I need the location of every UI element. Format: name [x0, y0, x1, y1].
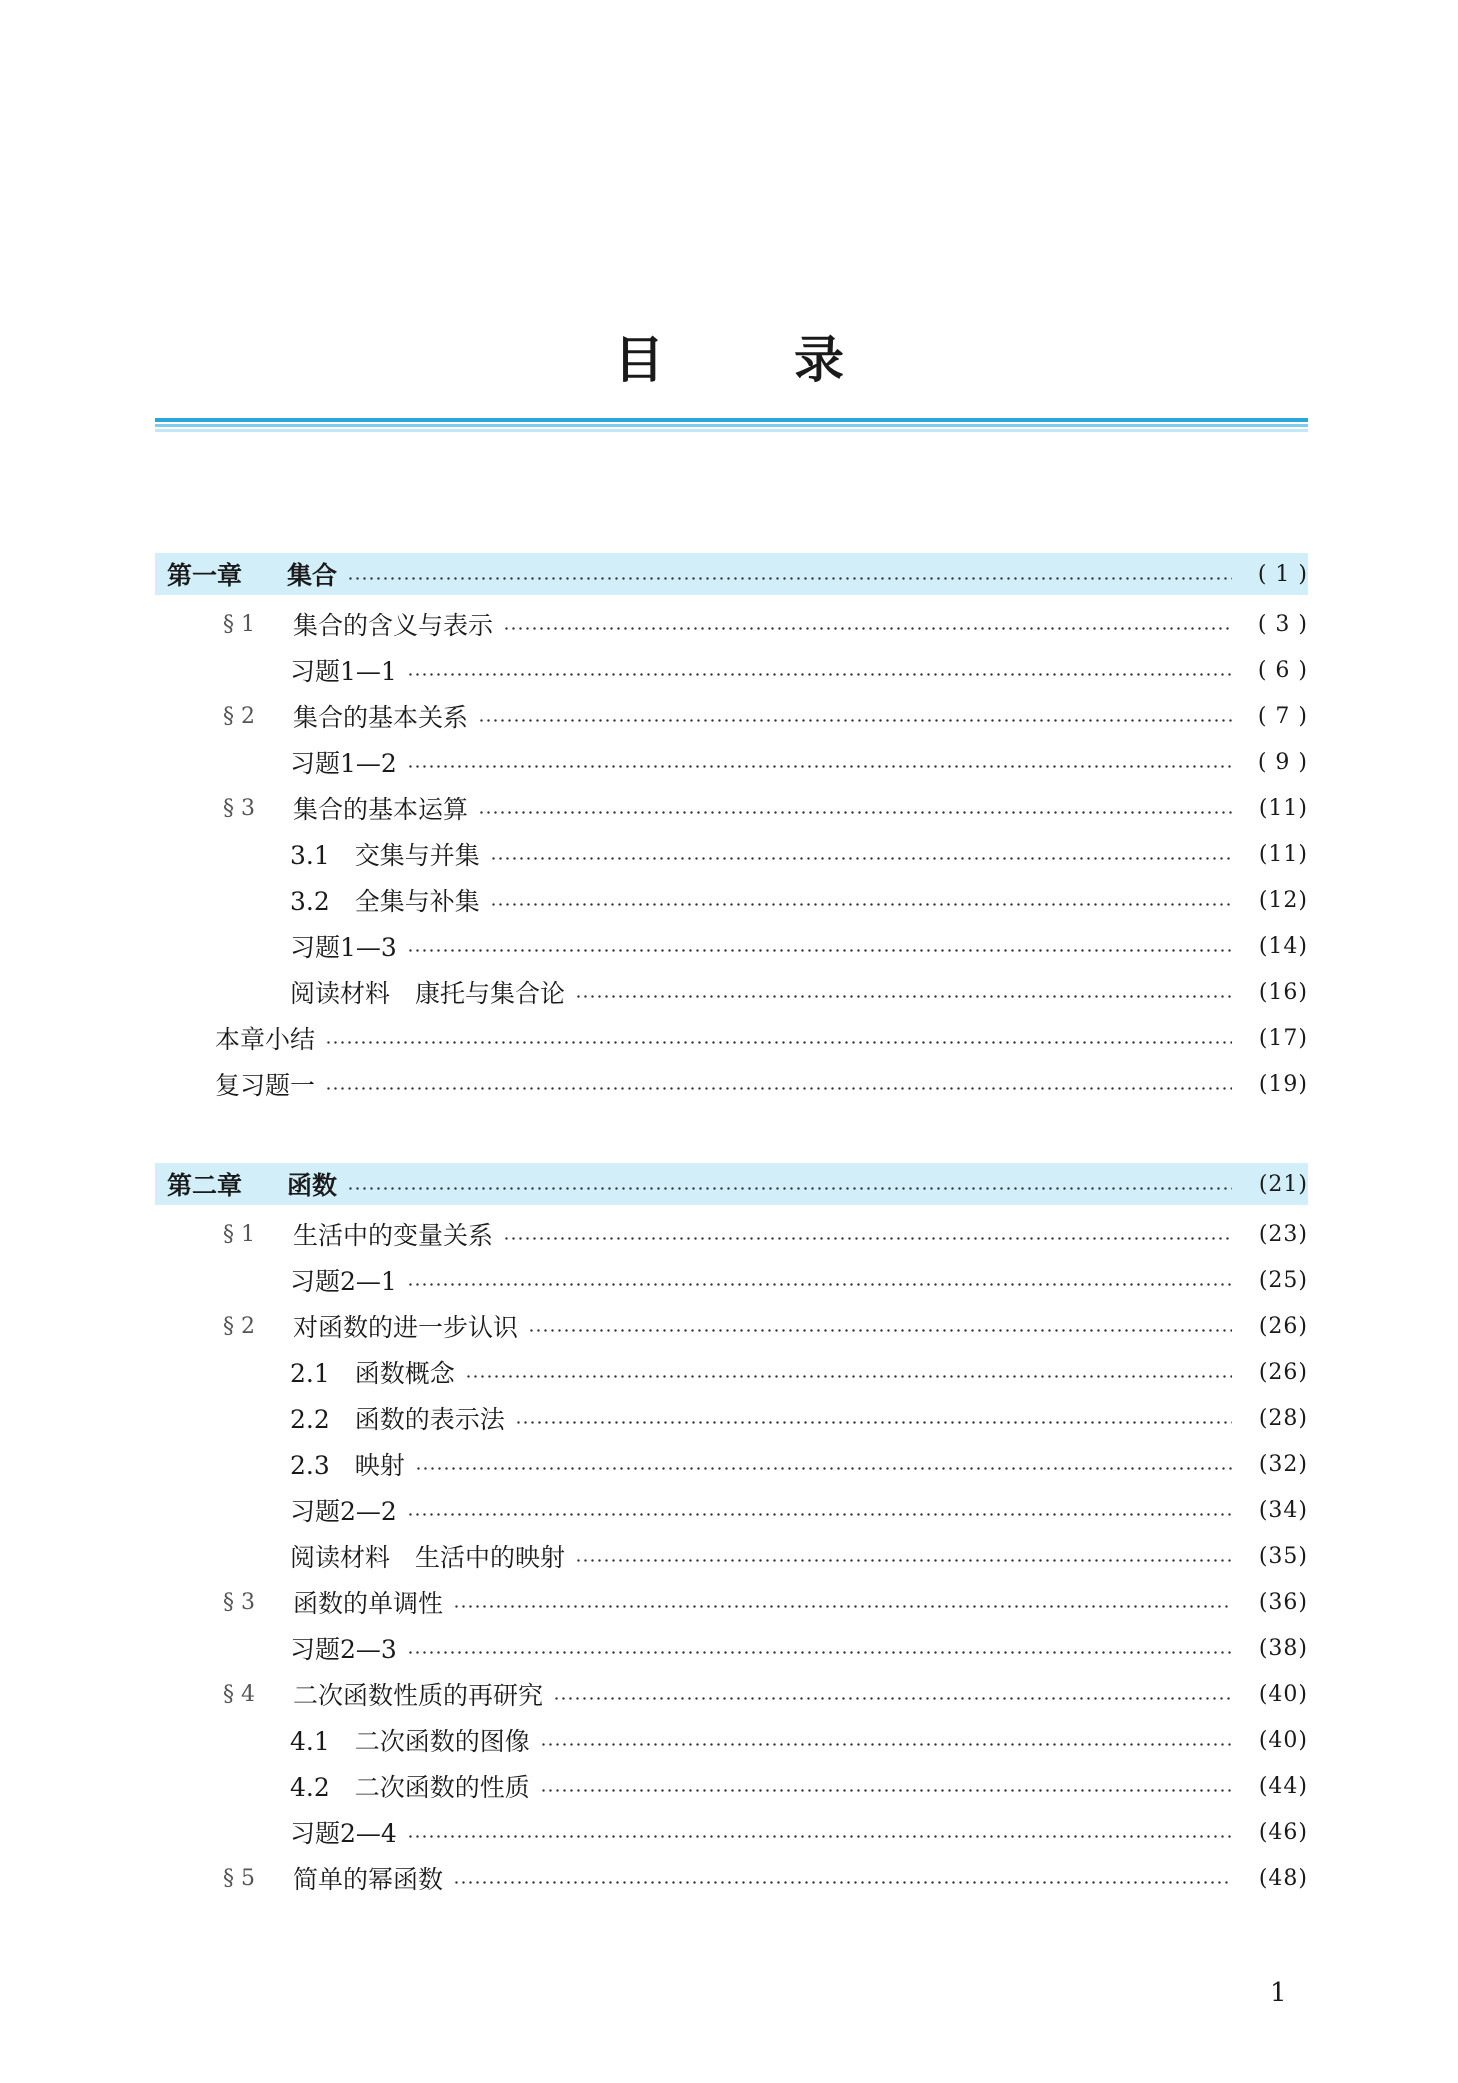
- entry-label: 习题2—1: [290, 1267, 397, 1296]
- entry-page: (44): [1258, 1773, 1308, 1799]
- toc-entry[interactable]: [155, 923, 1308, 969]
- leader-dots: [575, 1559, 1232, 1562]
- page-title: [0, 320, 1458, 392]
- entry-page: (17): [1258, 1025, 1308, 1051]
- toc-entry[interactable]: [155, 1441, 1308, 1487]
- chapter-label: 第二章: [167, 1171, 243, 1200]
- leader-dots: [490, 903, 1232, 906]
- entry-label: 阅读材料 生活中的映射: [290, 1543, 566, 1572]
- leader-dots: [347, 577, 1232, 580]
- chapter-page: (21): [1258, 1171, 1308, 1197]
- leader-dots: [503, 627, 1232, 630]
- leader-dots: [540, 1789, 1232, 1792]
- entry-page: (46): [1258, 1819, 1308, 1845]
- toc-entry[interactable]: [155, 1579, 1308, 1625]
- leader-dots: [407, 1283, 1232, 1286]
- entry-page: (25): [1258, 1267, 1308, 1293]
- entry-label: 习题1—2: [290, 749, 397, 778]
- entry-page: (19): [1258, 1071, 1308, 1097]
- entry-page: (11): [1258, 841, 1308, 867]
- entry-label: 习题2—2: [290, 1497, 397, 1526]
- entry-page: (36): [1258, 1589, 1308, 1615]
- page-title-char-2: 录: [794, 331, 844, 389]
- toc-entry[interactable]: [155, 1763, 1308, 1809]
- leader-dots: [325, 1087, 1232, 1090]
- chapter-row[interactable]: [155, 553, 1308, 595]
- toc-entry[interactable]: [155, 1717, 1308, 1763]
- leader-dots: [515, 1421, 1232, 1424]
- entry-label: 习题1—3: [290, 933, 397, 962]
- entry-label: 本章小结: [215, 1025, 316, 1054]
- leader-dots: [453, 1605, 1232, 1608]
- toc-entry[interactable]: [155, 1487, 1308, 1533]
- leader-dots: [453, 1881, 1232, 1884]
- entry-label: 4.1 二次函数的图像: [290, 1727, 530, 1756]
- section-number: § 3: [223, 1589, 255, 1615]
- section-number: § 5: [223, 1865, 255, 1891]
- section-number: § 4: [223, 1681, 255, 1707]
- entry-page: (11): [1258, 795, 1308, 821]
- entry-page: (26): [1258, 1359, 1308, 1385]
- toc-entry[interactable]: [155, 739, 1308, 785]
- toc-entry[interactable]: [155, 1395, 1308, 1441]
- entry-label: 2.1 函数概念: [290, 1359, 455, 1388]
- leader-dots: [347, 1187, 1232, 1190]
- entry-label: 复习题一: [215, 1071, 316, 1100]
- leader-dots: [478, 719, 1232, 722]
- leader-dots: [465, 1375, 1232, 1378]
- entry-page: ( 9 ): [1257, 749, 1308, 775]
- entry-page: ( 3 ): [1257, 611, 1308, 637]
- leader-dots: [575, 995, 1232, 998]
- entry-page: (34): [1258, 1497, 1308, 1523]
- entry-label: 3.1 交集与并集: [290, 841, 480, 870]
- entry-label: 集合的基本关系: [293, 703, 469, 732]
- page-number: 1: [1270, 1978, 1287, 2008]
- entry-page: (40): [1258, 1681, 1308, 1707]
- chapter-title: 集合: [287, 561, 338, 590]
- entry-label: 函数的单调性: [293, 1589, 444, 1618]
- leader-dots: [407, 765, 1232, 768]
- chapter-row[interactable]: [155, 1163, 1308, 1205]
- section-number: § 2: [223, 1313, 255, 1339]
- entry-page: (23): [1258, 1221, 1308, 1247]
- entry-label: 习题1—1: [290, 657, 397, 686]
- entry-page: (35): [1258, 1543, 1308, 1569]
- toc-entry[interactable]: [155, 647, 1308, 693]
- entry-page: (14): [1258, 933, 1308, 959]
- toc-entry[interactable]: [155, 693, 1308, 739]
- entry-page: (12): [1258, 887, 1308, 913]
- toc-entry[interactable]: [155, 1211, 1308, 1257]
- entry-label: 集合的基本运算: [293, 795, 469, 824]
- toc-entry[interactable]: [155, 601, 1308, 647]
- entry-label: 简单的幂函数: [293, 1865, 444, 1894]
- entry-page: (28): [1258, 1405, 1308, 1431]
- toc-entry[interactable]: [155, 1809, 1308, 1855]
- entry-label: 阅读材料 康托与集合论: [290, 979, 566, 1008]
- toc-entry[interactable]: [155, 1533, 1308, 1579]
- leader-dots: [407, 949, 1232, 952]
- entry-label: 对函数的进一步认识: [293, 1313, 519, 1342]
- entry-label: 二次函数性质的再研究: [293, 1681, 544, 1710]
- section-number: § 1: [223, 611, 255, 637]
- toc-entry[interactable]: [155, 1303, 1308, 1349]
- chapter-title: 函数: [287, 1171, 338, 1200]
- leader-dots: [415, 1467, 1232, 1470]
- entry-page: (40): [1258, 1727, 1308, 1753]
- leader-dots: [503, 1237, 1232, 1240]
- leader-dots: [325, 1041, 1232, 1044]
- entry-page: (16): [1258, 979, 1308, 1005]
- section-number: § 1: [223, 1221, 255, 1247]
- entry-label: 习题2—4: [290, 1819, 397, 1848]
- entry-page: (26): [1258, 1313, 1308, 1339]
- entry-label: 2.3 映射: [290, 1451, 405, 1480]
- entry-page: ( 6 ): [1257, 657, 1308, 683]
- toc-entry[interactable]: [155, 877, 1308, 923]
- entry-page: ( 7 ): [1257, 703, 1308, 729]
- leader-dots: [407, 1835, 1232, 1838]
- leader-dots: [553, 1697, 1232, 1700]
- chapter-page: ( 1 ): [1257, 561, 1308, 587]
- entry-label: 2.2 函数的表示法: [290, 1405, 505, 1434]
- entry-page: (32): [1258, 1451, 1308, 1477]
- toc-entry[interactable]: [155, 1061, 1308, 1107]
- toc-entry[interactable]: [155, 785, 1308, 831]
- entry-label: 4.2 二次函数的性质: [290, 1773, 530, 1802]
- leader-dots: [407, 1651, 1232, 1654]
- toc-entry[interactable]: [155, 831, 1308, 877]
- leader-dots: [407, 1513, 1232, 1516]
- entry-label: 3.2 全集与补集: [290, 887, 480, 916]
- entry-label: 生活中的变量关系: [293, 1221, 494, 1250]
- entry-label: 集合的含义与表示: [293, 611, 494, 640]
- entry-page: (48): [1258, 1865, 1308, 1891]
- section-number: § 3: [223, 795, 255, 821]
- toc-entry[interactable]: [155, 1671, 1308, 1717]
- entry-page: (38): [1258, 1635, 1308, 1661]
- toc-entry[interactable]: [155, 1349, 1308, 1395]
- leader-dots: [528, 1329, 1232, 1332]
- chapter-label: 第一章: [167, 561, 243, 590]
- toc-entry[interactable]: [155, 1015, 1308, 1061]
- leader-dots: [540, 1743, 1232, 1746]
- leader-dots: [490, 857, 1232, 860]
- toc-entry[interactable]: [155, 1257, 1308, 1303]
- leader-dots: [478, 811, 1232, 814]
- title-rule: [155, 418, 1308, 432]
- toc-entry[interactable]: [155, 969, 1308, 1015]
- toc-entry[interactable]: [155, 1625, 1308, 1671]
- leader-dots: [407, 673, 1232, 676]
- toc-entry[interactable]: [155, 1855, 1308, 1901]
- section-number: § 2: [223, 703, 255, 729]
- entry-label: 习题2—3: [290, 1635, 397, 1664]
- page-title-char-1: 目: [614, 331, 664, 389]
